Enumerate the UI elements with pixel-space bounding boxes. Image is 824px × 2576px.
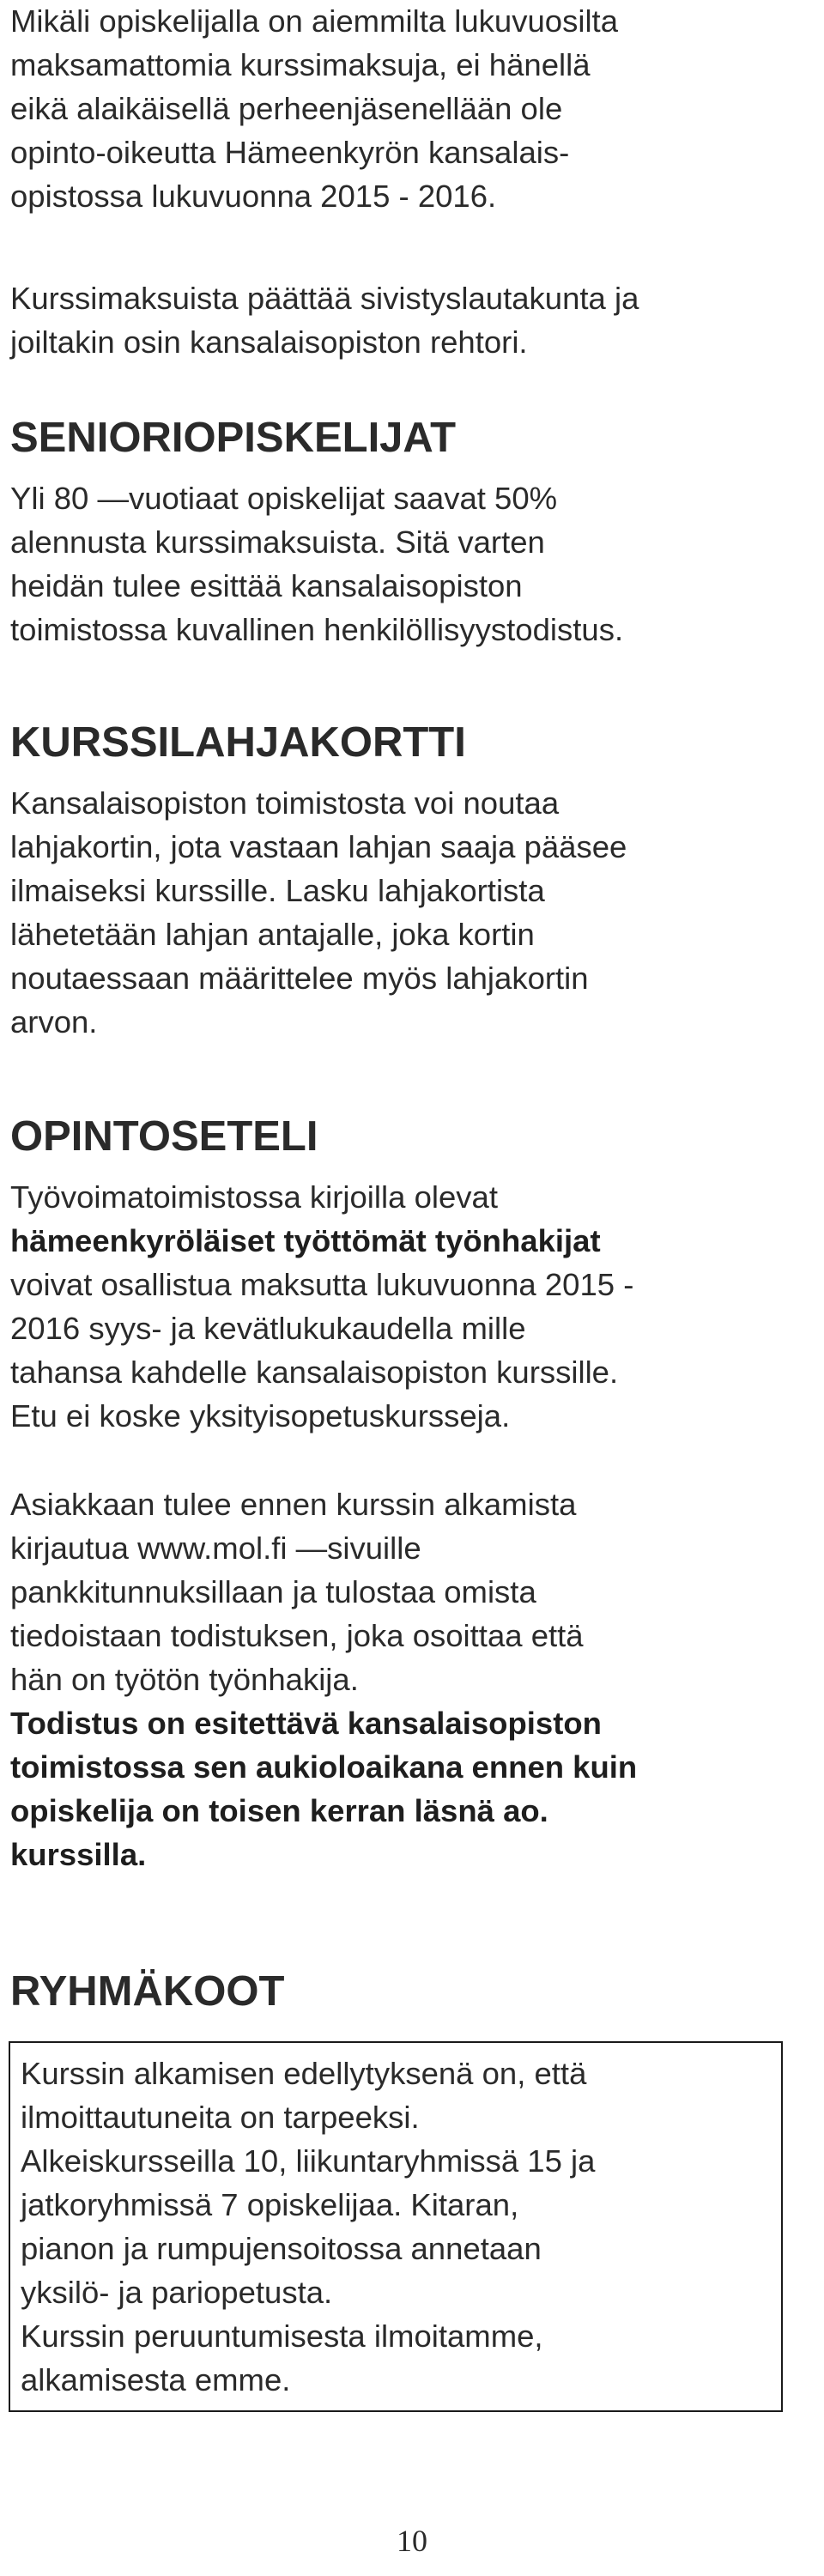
group-sizes-box (9, 2041, 783, 2412)
text-line: yksilö- ja pariopetusta. (21, 2275, 333, 2310)
text-line: maksamattomia kurssimaksuja, ei hänellä (10, 47, 591, 82)
voucher-client-paragraph (10, 1482, 637, 1876)
text-line: joiltakin osin kansalaisopiston rehtori. (10, 324, 528, 360)
text-line: alkamisesta emme. (21, 2362, 291, 2397)
giftcard-paragraph (10, 781, 627, 1044)
text-line: pianon ja rumpujensoitossa annetaan (21, 2231, 542, 2266)
text-line: lähetetään lahjan antajalle, joka kortin (10, 917, 535, 952)
certificate-bold-line: Todistus on esitettävä kansalaisopiston (10, 1706, 602, 1741)
text-line: Kurssin peruuntumisesta ilmoitamme, (21, 2318, 543, 2354)
giftcard-heading: KURSSILAHJAKORTTI (10, 719, 466, 766)
text-line: ilmoittautuneita on tarpeeksi. (21, 2100, 420, 2135)
text-line: Etu ei koske yksityisopetuskursseja. (10, 1398, 511, 1433)
fee-decision-paragraph (10, 276, 639, 364)
target-group-bold-line: hämeenkyröläiset työttömät työnhakijat (10, 1223, 601, 1258)
text-line: arvon. (10, 1004, 98, 1039)
text-line: ilmaiseksi kurssille. Lasku lahjakortista (10, 873, 545, 908)
text-line: tahansa kahdelle kansalaisopiston kurssille. (10, 1355, 619, 1390)
text-line: Asiakkaan tulee ennen kurssin alkamista (10, 1487, 577, 1522)
text-line: pankkitunnuksillaan ja tulostaa omista (10, 1574, 536, 1609)
voucher-heading: OPINTOSETELI (10, 1113, 318, 1160)
text-line: lahjakortin, jota vastaan lahjan saaja pääsee (10, 829, 627, 864)
text-line: alennusta kurssimaksuista. Sitä varten (10, 524, 545, 560)
text-line: noutaessaan määrittelee myös lahjakortin (10, 961, 589, 996)
page-number: 10 (397, 2524, 427, 2558)
text-line: Työvoimatoimistossa kirjoilla olevat (10, 1179, 498, 1215)
text-line: toimistossa kuvallinen henkilöllisyystodistus. (10, 612, 624, 647)
certificate-bold-line: toimistossa sen aukioloaikana ennen kuin (10, 1749, 638, 1785)
intro-paragraph (10, 0, 618, 218)
group-sizes-heading: RYHMÄKOOT (10, 1968, 285, 2015)
text-line: opinto-oikeutta Hämeenkyrön kansalais- (10, 135, 570, 170)
text-line: jatkoryhmissä 7 opiskelijaa. Kitaran, (21, 2187, 519, 2222)
text-line: Alkeiskursseilla 10, liikuntaryhmissä 15 ja (21, 2143, 596, 2179)
text-line: opistossa lukuvuonna 2015 - 2016. (10, 179, 497, 214)
text-line: 2016 syys- ja kevätlukukaudella mille (10, 1311, 526, 1346)
text-line: voivat osallistua maksutta lukuvuonna 2015 - (10, 1267, 634, 1302)
text-line: eikä alaikäisellä perheenjäsenellään ole (10, 91, 563, 126)
text-line: Yli 80 —vuotiaat opiskelijat saavat 50% (10, 481, 558, 516)
voucher-paragraph (10, 1175, 633, 1438)
text-line: kirjautua www.mol.fi —sivuille (10, 1530, 421, 1566)
text-line: heidän tulee esittää kansalaisopiston (10, 568, 523, 603)
text-line: Kansalaisopiston toimistosta voi noutaa (10, 785, 560, 821)
text-line: hän on työtön työnhakija. (10, 1662, 359, 1697)
certificate-bold-line: opiskelija on toisen kerran läsnä ao. (10, 1793, 548, 1828)
seniors-heading: SENIORIOPISKELIJAT (10, 415, 457, 461)
certificate-bold-line: kurssilla. (10, 1837, 147, 1872)
text-line: Kurssimaksuista päättää sivistyslautakunta ja (10, 281, 639, 316)
seniors-paragraph (10, 476, 623, 652)
text-line: tiedoistaan todistuksen, joka osoittaa että (10, 1618, 584, 1653)
text-line: Mikäli opiskelijalla on aiemmilta lukuvuosilta (10, 3, 618, 39)
text-line: Kurssin alkamisen edellytyksenä on, että (21, 2056, 587, 2091)
